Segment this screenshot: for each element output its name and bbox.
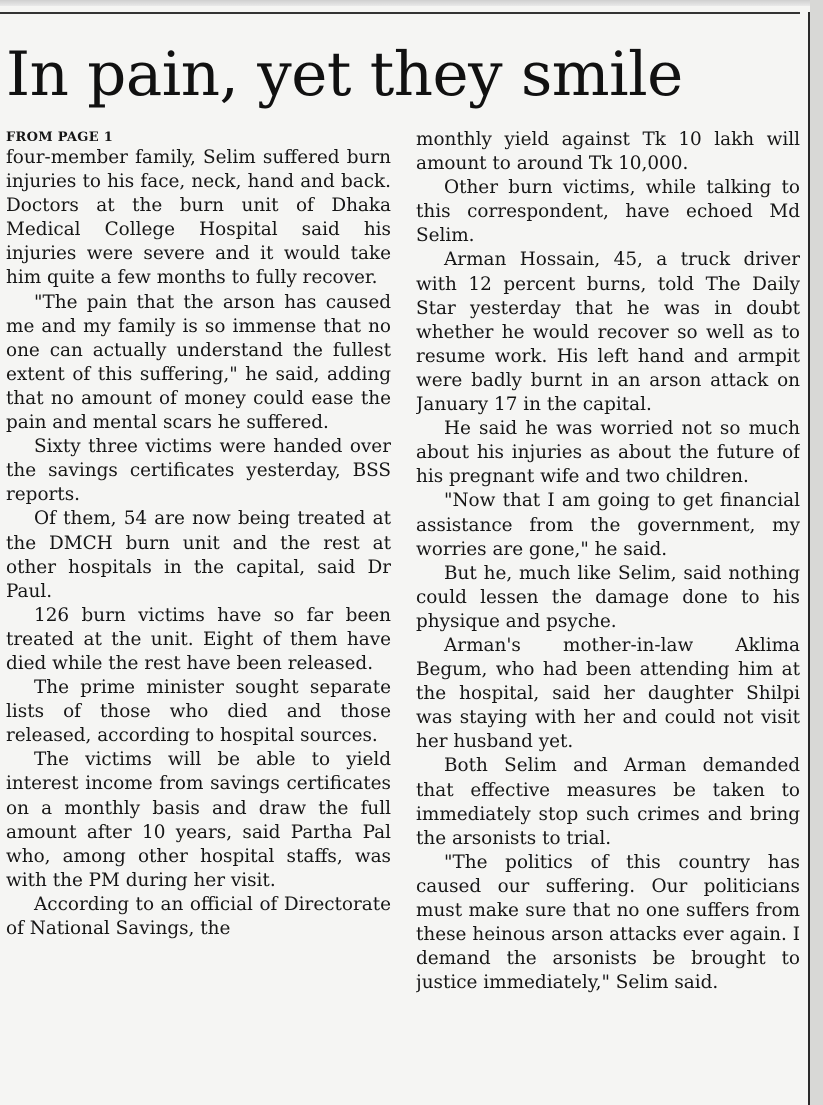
paragraph: According to an official of Directorate of National Savings, the: [6, 893, 391, 939]
headline: In pain, yet they smile: [6, 39, 683, 110]
column-rule: [808, 12, 810, 1105]
paragraph: "The pain that the arson has caused me and my family is so immense that no one can actually understand the fullest extent of this suffering," he said, adding that no amount of money could ease the pain and mental scars he suffered.: [6, 291, 391, 434]
top-rule: [0, 12, 800, 14]
left-column: [6, 128, 391, 1103]
paragraph: But he, much like Selim, said nothing could lessen the damage done to his physique and psyche.: [416, 562, 800, 632]
paragraph: Sixty three victims were handed over the savings certificates yesterday, BSS reports.: [6, 436, 391, 506]
paragraph: Both Selim and Arman demanded that effective measures be taken to immediately stop such crimes and bring the arsonists to trial.: [416, 755, 800, 849]
kicker: FROM PAGE 1: [6, 130, 114, 145]
paragraph: The prime minister sought separate lists of those who died and those released, according to hospital sources.: [6, 677, 391, 747]
paragraph: "The politics of this country has caused our suffering. Our politicians must make sure that no one suffers from these heinous arson attacks ever again. I demand the arsonists be brought to justice immediately," Selim said.: [416, 851, 800, 994]
paragraph: "Now that I am going to get financial assistance from the government, my worries are gone," he said.: [416, 490, 800, 560]
paragraph: Arman Hossain, 45, a truck driver with 12 percent burns, told The Daily Star yesterday that he was in doubt whether he would recover so well as to resume work. His left hand and armpit were badly burnt in an arson attack on January 17 in the capital.: [416, 249, 800, 416]
paragraph: four-member family, Selim suffered burn injuries to his face, neck, hand and back. Doctors at the burn unit of Dhaka Medical College Hospital said his injuries were severe and it would take him quite a few months to fully recover.: [6, 147, 391, 289]
right-column: [416, 128, 800, 1103]
paragraph: 126 burn victims have so far been treated at the unit. Eight of them have died while the rest have been released.: [6, 604, 391, 674]
paragraph: Other burn victims, while talking to this correspondent, have echoed Md Selim.: [416, 177, 800, 247]
paragraph: Arman's mother-in-law Aklima Begum, who had been attending him at the hospital, said her daughter Shilpi was staying with her and could not visit her husband yet.: [416, 634, 800, 753]
paragraph: He said he was worried not so much about his injuries as about the future of his pregnant wife and two children.: [416, 418, 800, 488]
page-top-edge: [0, 0, 810, 6]
paragraph: Of them, 54 are now being treated at the DMCH burn unit and the rest at other hospitals in the capital, said Dr Paul.: [6, 508, 391, 602]
paragraph: monthly yield against Tk 10 lakh will amount to around Tk 10,000.: [416, 129, 800, 175]
paragraph: The victims will be able to yield interest income from savings certificates on a monthly basis and draw the full amount after 10 years, said Partha Pal who, among other hospital staffs, was with the PM during her visit.: [6, 749, 391, 891]
page-right-margin: [810, 0, 823, 1105]
